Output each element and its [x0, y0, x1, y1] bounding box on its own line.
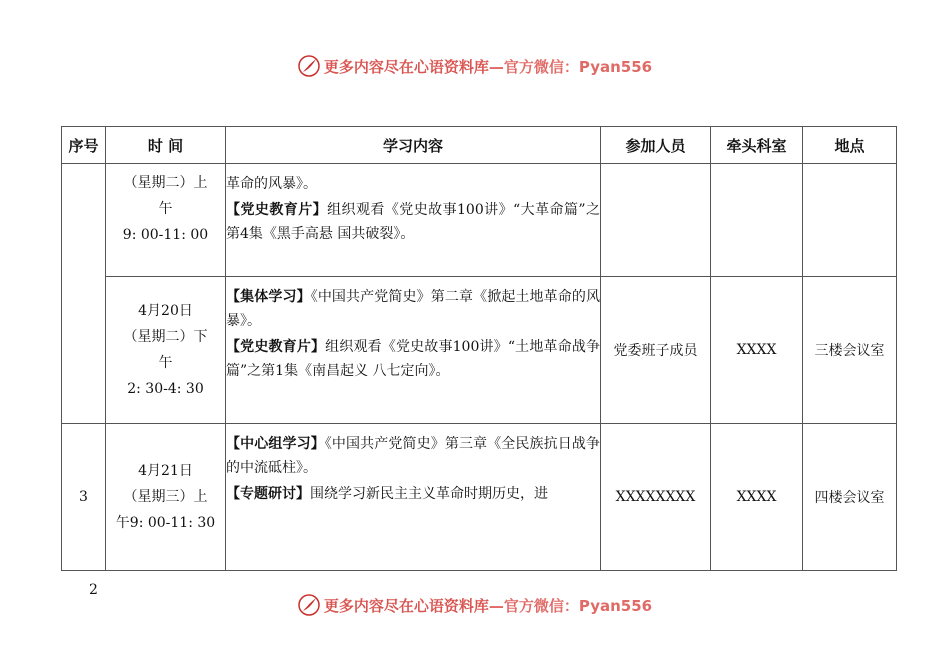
table-row	[62, 164, 897, 277]
content-text: 《中国共产党简史》第二章《掀起土地革命的风暴》。	[226, 289, 601, 329]
content-tag: 【集体学习】	[226, 289, 311, 305]
department-cell: XXXX	[711, 424, 803, 571]
time-line: 4月21日	[138, 463, 193, 479]
watermark-contact: —官方微信：Pyan556	[488, 596, 653, 615]
content-text: 《中国共产党简史》第三章《全民族抗日战争的中流砥柱》。	[226, 436, 601, 476]
watermark-bottom	[0, 594, 950, 616]
content-text: 革命的风暴》。	[226, 176, 317, 192]
time-line: （星期二）下	[123, 329, 208, 345]
time-line: 4月20日	[138, 303, 193, 319]
table-row	[62, 277, 897, 424]
content-paragraph	[226, 432, 600, 480]
time-line: 午9: 00-11: 30	[115, 515, 216, 531]
feather-logo-icon	[298, 594, 320, 616]
content-text: 围绕学习新民主主义革命时期历史，进	[310, 486, 548, 502]
participants-cell	[601, 164, 711, 277]
table-header-row	[62, 127, 897, 164]
header-content: 学习内容	[226, 127, 601, 164]
watermark-text: 更多内容尽在心语资料库	[323, 57, 489, 76]
header-department: 牵头科室	[711, 127, 803, 164]
header-participants: 参加人员	[601, 127, 711, 164]
time-cell	[106, 164, 226, 277]
content-cell	[226, 164, 601, 277]
content-tag: 【党史教育片】	[226, 339, 326, 355]
feather-logo-icon	[298, 55, 320, 77]
time-line: 午	[158, 355, 173, 371]
content-paragraph	[226, 172, 600, 196]
content-tag: 【党史教育片】	[226, 202, 328, 218]
location-cell: 四楼会议室	[803, 424, 897, 571]
location-cell: 三楼会议室	[803, 277, 897, 424]
content-paragraph	[226, 198, 600, 246]
schedule-table	[61, 126, 897, 571]
time-line: 2: 30-4: 30	[127, 381, 204, 397]
content-tag: 【中心组学习】	[226, 436, 325, 452]
row-index-cell: 3	[62, 424, 106, 571]
department-cell	[711, 164, 803, 277]
content-text: 组织观看《党史故事100讲》“大革命篇”之第4集《黑手高悬 国共破裂》。	[226, 202, 600, 242]
watermark-contact: —官方微信：Pyan556	[488, 57, 653, 76]
header-time: 时 间	[106, 127, 226, 164]
content-cell	[226, 424, 601, 571]
header-index: 序号	[62, 127, 106, 164]
content-paragraph	[226, 482, 600, 506]
participants-cell: 党委班子成员	[601, 277, 711, 424]
content-tag: 【专题研讨】	[226, 486, 310, 502]
location-cell	[803, 164, 897, 277]
time-line: 午	[158, 201, 173, 217]
row-index-cell	[62, 164, 106, 424]
participants-cell: XXXXXXXX	[601, 424, 711, 571]
time-cell	[106, 277, 226, 424]
table-row	[62, 424, 897, 571]
header-location: 地点	[803, 127, 897, 164]
time-line: （星期二）上	[123, 175, 208, 191]
time-line: 9: 00-11: 00	[122, 227, 209, 243]
content-paragraph	[226, 285, 600, 333]
watermark-top	[0, 55, 950, 77]
time-cell	[106, 424, 226, 571]
content-cell	[226, 277, 601, 424]
watermark-text: 更多内容尽在心语资料库	[323, 596, 489, 615]
page-number: 2	[89, 582, 98, 598]
time-line: （星期三）上	[123, 489, 208, 505]
department-cell: XXXX	[711, 277, 803, 424]
content-text: 组织观看《党史故事100讲》“土地革命战争篇”之第1集《南昌起义 八七定向》。	[226, 339, 600, 379]
content-paragraph	[226, 335, 600, 383]
